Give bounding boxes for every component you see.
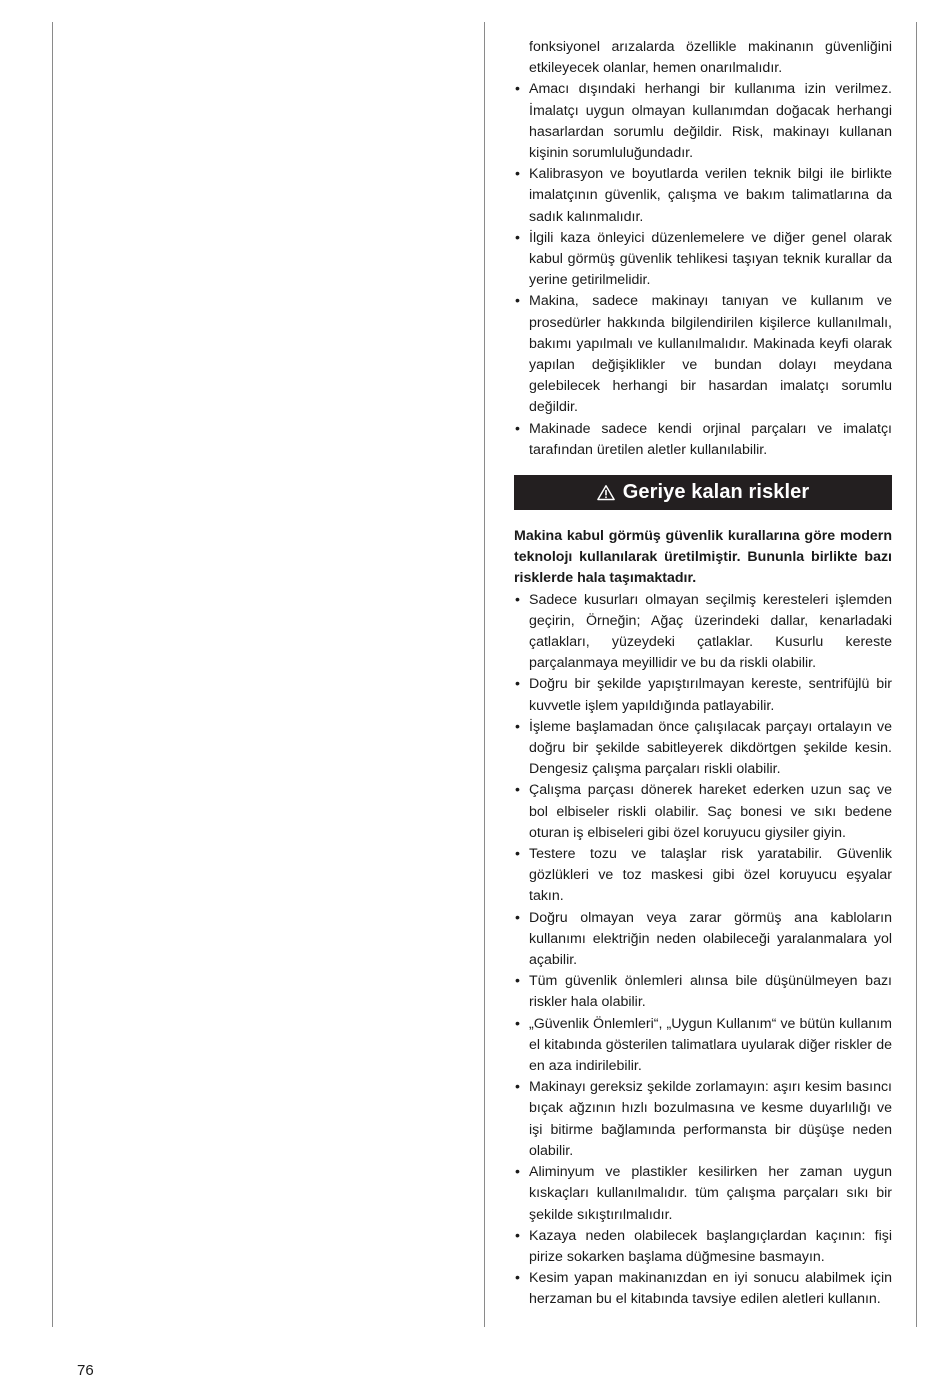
list-item: • Çalışma parçası dönerek hareket ederken uzun saç ve bol elbiseler riskli olabilir. Saç bonesi ve sıkı bedene oturan iş elbiseleri gibi özel koruyucu giysiler giyin. (514, 780, 892, 844)
list-item: • Testere tozu ve talaşlar risk yaratabilir. Güvenlik gözlükleri ve toz maskesi gibi özel koruyucu eşyalar takın. (514, 844, 892, 908)
risks-text-column (514, 526, 892, 1311)
list-item: • Makina, sadece makinayı tanıyan ve kullanım ve prosedürler hakkında bilgilendirilen kişilerce kullanılmalı, bakımı yapılmalı ve kullanılmalıdır. Makinada keyfi olarak yapılan değişiklikler ve bundan dolayı meydana gelebilecek herhangi bir hasardan imalatçı sorumlu değildir. (514, 291, 892, 418)
list-item: • İşleme başlamadan önce çalışılacak parçayı ortalayın ve doğru bir şekilde sabitleyerek dikdörtgen şekilde kesin. Dengesiz çalışma parçaları riskli olabilir. (514, 717, 892, 781)
list-item: • Amacı dışındaki herhangi bir kullanıma izin verilmez. İmalatçı uygun olmayan kullanımdan doğacak herhangi hasarlardan sorumlu değildir. Risk, makinayı kullanan kişinin sorumluluğundadır. (514, 79, 892, 164)
warning-triangle-icon (597, 484, 615, 501)
list-item: • Kesim yapan makinanızdan en iyi sonucu alabilmek için herzaman bu el kitabında tavsiye edilen aletleri kullanın. (514, 1268, 892, 1310)
column-divider-rule (484, 22, 485, 1327)
list-item: • Makinade sadece kendi orjinal parçaları ve imalatçı tarafından üretilen aletler kullanılabilir. (514, 419, 892, 461)
list-item: fonksiyonel arızalarda özellikle makinanın güvenliğini etkileyecek olanlar, hemen onarılmalıdır. (529, 39, 892, 77)
section-heading-banner (514, 475, 892, 510)
list-item: • Sadece kusurları olmayan seçilmiş keresteleri işlemden geçirin, Örneğin; Ağaç üzerindeki dallar, kenarladaki çatlakları, yüzeydeki çatlaklar. Kusurlu kereste parçalanmaya meyillidir ve bu da riskli olabilir. (514, 590, 892, 675)
list-item: • Kalibrasyon ve boyutlarda verilen teknik bilgi ile birlikte imalatçının güvenlik, çalışma ve bakım talimatlarına da sadık kalınmalıdır. (514, 164, 892, 228)
list-item: • „Güvenlik Önlemleri“, „Uygun Kullanım“ ve bütün kullanım el kitabında gösterilen talimatlara uyularak diğer riskler de en aza indirilebilir. (514, 1014, 892, 1078)
page-number: 76 (77, 1362, 94, 1379)
list-item: • Makinayı gereksiz şekilde zorlamayın: aşırı kesim basıncı bıçak ağzının hızlı bozulmasına ve kesme duyarlılığı ve işi bitirme bağlamında performansta bir düşüşe neden olabilir. (514, 1077, 892, 1162)
list-item: • Aliminyum ve plastikler kesilirken her zaman uygun kıskaçları kullanılmalıdır. tüm çalışma parçaları sıkı bir şekilde sıkıştırılmalıdır. (514, 1162, 892, 1226)
list-item: • Tüm güvenlik önlemleri alınsa bile düşünülmeyen bazı riskler hala olabilir. (514, 971, 892, 1013)
list-item: • Kazaya neden olabilecek başlangıçlardan kaçının: fişi pirize sokarken başlama düğmesine basmayın. (514, 1226, 892, 1268)
right-margin-rule (916, 22, 917, 1327)
list-item: • İlgili kaza önleyici düzenlemelere ve diğer genel olarak kabul görmüş güvenlik tehlikesi taşıyan teknik kurallar da yerine getirilmelidir. (514, 228, 892, 292)
section-intro: Makina kabul görmüş güvenlik kurallarına göre modern teknolojı kullanılarak üretilmiştir. Bununla birlikte bazı risklerde hala taşımaktadır. (514, 528, 892, 587)
top-text-column (514, 37, 892, 461)
list-item: • Doğru bir şekilde yapıştırılmayan kereste, sentrifüjlü bir kuvvetle işlem yapıldığında patlayabilir. (514, 674, 892, 716)
list-item: • Doğru olmayan veya zarar görmüş ana kabloların kullanımı elektriğin neden olabileceği yaralanmalara yol açabilir. (514, 908, 892, 972)
left-margin-rule (52, 22, 53, 1327)
section-title: Geriye kalan riskler (622, 481, 810, 503)
